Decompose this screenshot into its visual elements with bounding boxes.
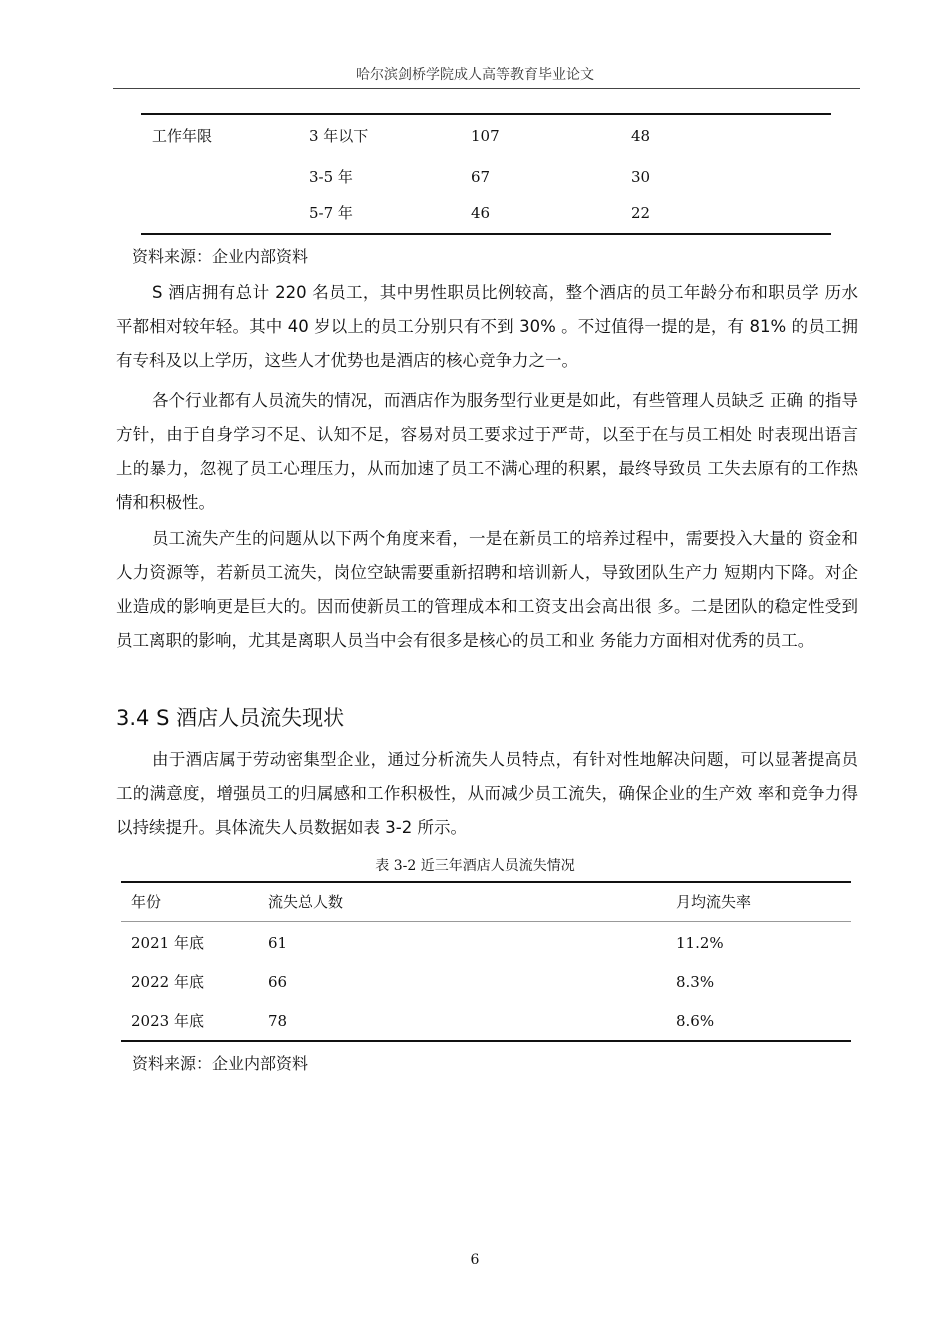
table2-cell-year: 2023 年底 <box>131 1012 204 1030</box>
table1-row-label: 工作年限 <box>152 127 213 145</box>
page-header-title: 哈尔滨剑桥学院成人高等教育毕业论文 <box>356 67 594 83</box>
table1-cell-percent: 22 <box>631 204 651 222</box>
table2-cell-rate: 8.3% <box>676 973 715 991</box>
page-number: 6 <box>470 1252 480 1268</box>
table1-cell-percent: 48 <box>631 127 651 145</box>
table2-cell-year: 2022 年底 <box>131 973 204 991</box>
table2-header-rate: 月均流失率 <box>676 893 752 911</box>
table2-cell-total: 66 <box>268 973 288 991</box>
table2-bottom-rule <box>121 1040 851 1042</box>
header-divider <box>113 88 860 89</box>
table1-cell-range: 3 年以下 <box>309 127 369 145</box>
table2-header-rule <box>121 921 851 922</box>
table1-cell-range: 5-7 年 <box>309 204 353 222</box>
table1-cell-count: 67 <box>471 168 491 186</box>
table2-header-total: 流失总人数 <box>268 893 344 911</box>
table2-cell-total: 61 <box>268 934 288 952</box>
table2-top-rule <box>121 881 851 883</box>
table2-cell-year: 2021 年底 <box>131 934 204 952</box>
section-paragraph: 由于酒店属于劳动密集型企业，通过分析流失人员特点，有针对性地解决问题，可以显著提高员工的满意度，增强员工的归属感和工作积极性，从而减少员工流失，确保企业的生产效 率和竞争力得以持续提升。具体流失人员数据如表 3-2 所示。 <box>116 750 858 837</box>
section-heading: 3.4 S 酒店人员流失现状 <box>116 706 345 730</box>
body-paragraph: 员工流失产生的问题从以下两个角度来看，一是在新员工的培养过程中，需要投入大量的 资金和人力资源等，若新员工流失，岗位空缺需要重新招聘和培训新人，导致团队生产力 短期内下降。对企业造成的影响更是巨大的。因而使新员工的管理成本和工资支出会高出很 多。二是团队的稳定性受到员工离职的影响，尤其是离职人员当中会有很多是核心的员工和业 务能力方面相对优秀的员工。 <box>116 529 858 650</box>
table1-cell-range: 3-5 年 <box>309 168 353 186</box>
body-paragraph: 各个行业都有人员流失的情况，而酒店作为服务型行业更是如此，有些管理人员缺乏 正确 的指导方针，由于自身学习不足、认知不足，容易对员工要求过于严苛，以至于在与员工相处 时表现出语言上的暴力，忽视了员工心理压力，从而加速了员工不满心理的积累，最终导致员 工失去原有的工作热情和积极性。 <box>116 391 858 512</box>
table2-cell-rate: 8.6% <box>676 1012 715 1030</box>
table1-cell-percent: 30 <box>631 168 651 186</box>
table1-bottom-rule <box>141 233 831 235</box>
table2-source-note: 资料来源：企业内部资料 <box>132 1054 309 1073</box>
table2-header-year: 年份 <box>131 893 162 911</box>
body-paragraph: S 酒店拥有总计 220 名员工，其中男性职员比例较高，整个酒店的员工年龄分布和职员学 历水平都相对较年轻。其中 40 岁以上的员工分别只有不到 30% 。不过值得一提的是，有 81% 的员工拥有专科及以上学历，这些人才优势也是酒店的核心竞争力之一。 <box>116 283 858 370</box>
table1-cell-count: 46 <box>471 204 491 222</box>
table1-source-note: 资料来源：企业内部资料 <box>132 247 309 266</box>
table1-cell-count: 107 <box>471 127 500 145</box>
table2-caption: 表 3-2 近三年酒店人员流失情况 <box>375 858 575 874</box>
table1-top-rule <box>141 113 831 115</box>
table2-cell-total: 78 <box>268 1012 288 1030</box>
table2-cell-rate: 11.2% <box>676 934 724 952</box>
